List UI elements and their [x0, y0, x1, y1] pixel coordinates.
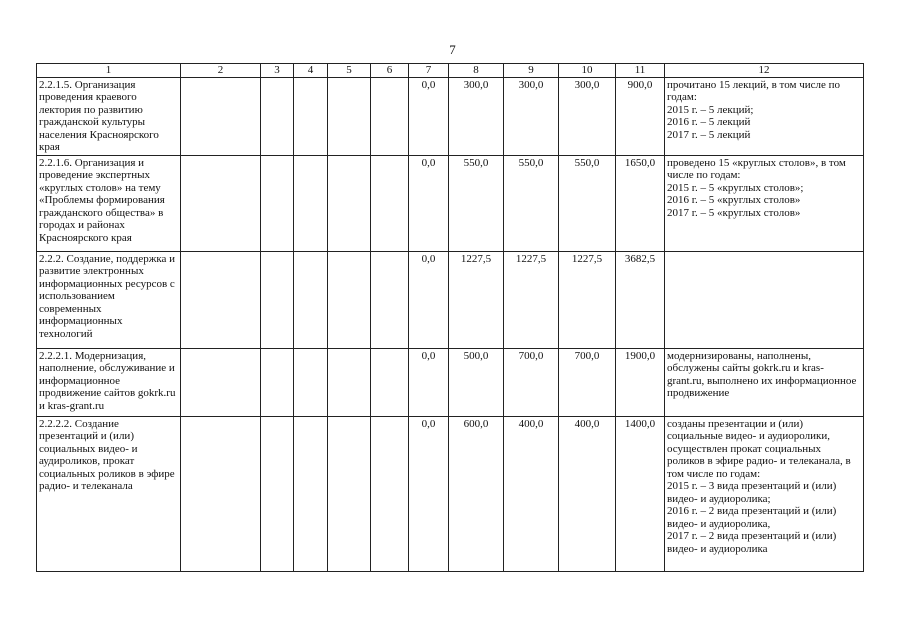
value-cell-c10: 1227,5: [559, 251, 616, 348]
value-cell-c8: 300,0: [449, 77, 504, 155]
measure-name-cell: 2.2.2. Создание, поддержка и развитие электронных информационных ресурсов с использованием современных информационных технологий: [37, 251, 181, 348]
value-cell-c10: 700,0: [559, 348, 616, 416]
empty-cell: [328, 416, 371, 571]
result-cell: созданы презентации и (или) социальные видео- и аудиоролики, осуществлен прокат социальных роликов в эфире радио- и телеканала, в том числе по годам: 2015 г. – 3 вида презентаций и (или) видео- и аудиоролика; 2016 г. – 2 вида презентаций и (или) видео- и аудиоролика, 2017 г. – 2 вида презентаций и (или) видео- и аудиоролика: [665, 416, 864, 571]
empty-cell: [328, 155, 371, 251]
empty-cell: [181, 348, 261, 416]
value-cell-c8: 550,0: [449, 155, 504, 251]
empty-cell: [328, 77, 371, 155]
empty-cell: [294, 155, 328, 251]
column-header: 11: [616, 64, 665, 78]
measure-name-cell: 2.2.1.6. Организация и проведение экспертных «круглых столов» на тему «Проблемы формирования гражданского общества» в городах и районах Красноярского края: [37, 155, 181, 251]
value-cell-c7: 0,0: [409, 155, 449, 251]
value-cell-c10: 550,0: [559, 155, 616, 251]
value-cell-c8: 500,0: [449, 348, 504, 416]
table-row: [37, 251, 864, 348]
empty-cell: [371, 348, 409, 416]
value-cell-c7: 0,0: [409, 77, 449, 155]
value-cell-c7: 0,0: [409, 416, 449, 571]
value-cell-c9: 400,0: [504, 416, 559, 571]
value-cell-c8: 1227,5: [449, 251, 504, 348]
empty-cell: [261, 251, 294, 348]
program-table: [36, 63, 864, 572]
value-cell-c9: 550,0: [504, 155, 559, 251]
measure-name-cell: 2.2.2.2. Создание презентаций и (или) социальных видео- и аудироликов, прокат социальных роликов в эфире радио- и телеканала: [37, 416, 181, 571]
empty-cell: [371, 416, 409, 571]
empty-cell: [328, 251, 371, 348]
column-header: 8: [449, 64, 504, 78]
column-header: 5: [328, 64, 371, 78]
value-cell-c9: 1227,5: [504, 251, 559, 348]
result-cell: проведено 15 «круглых столов», в том числе по годам: 2015 г. – 5 «круглых столов»; 2016 г. – 5 «круглых столов» 2017 г. – 5 «круглых столов»: [665, 155, 864, 251]
column-header: 1: [37, 64, 181, 78]
empty-cell: [261, 348, 294, 416]
value-cell-c9: 700,0: [504, 348, 559, 416]
column-header: 6: [371, 64, 409, 78]
column-header: 2: [181, 64, 261, 78]
empty-cell: [261, 155, 294, 251]
table-row: [37, 348, 864, 416]
empty-cell: [294, 251, 328, 348]
result-cell: модернизированы, наполнены, обслужены сайты gokrk.ru и kras-grant.ru, выполнено их информационное продвижение: [665, 348, 864, 416]
column-header: 7: [409, 64, 449, 78]
table-row: [37, 77, 864, 155]
empty-cell: [371, 155, 409, 251]
empty-cell: [294, 416, 328, 571]
empty-cell: [181, 416, 261, 571]
column-header: 9: [504, 64, 559, 78]
value-cell-c11: 1400,0: [616, 416, 665, 571]
value-cell-c7: 0,0: [409, 251, 449, 348]
result-cell: прочитано 15 лекций, в том числе по годам: 2015 г. – 5 лекций; 2016 г. – 5 лекций 2017 г. – 5 лекций: [665, 77, 864, 155]
empty-cell: [261, 416, 294, 571]
value-cell-c8: 600,0: [449, 416, 504, 571]
value-cell-c7: 0,0: [409, 348, 449, 416]
value-cell-c11: 1900,0: [616, 348, 665, 416]
column-header: 12: [665, 64, 864, 78]
value-cell-c11: 1650,0: [616, 155, 665, 251]
value-cell-c10: 400,0: [559, 416, 616, 571]
empty-cell: [181, 155, 261, 251]
empty-cell: [181, 77, 261, 155]
measure-name-cell: 2.2.2.1. Модернизация, наполнение, обслуживание и информационное продвижение сайтов gokrk.ru и kras-grant.ru: [37, 348, 181, 416]
value-cell-c11: 900,0: [616, 77, 665, 155]
column-header: 10: [559, 64, 616, 78]
table-row: [37, 416, 864, 571]
value-cell-c11: 3682,5: [616, 251, 665, 348]
header-row: [37, 64, 864, 78]
value-cell-c10: 300,0: [559, 77, 616, 155]
page-number: 7: [449, 42, 456, 57]
empty-cell: [328, 348, 371, 416]
empty-cell: [294, 348, 328, 416]
empty-cell: [371, 251, 409, 348]
value-cell-c9: 300,0: [504, 77, 559, 155]
column-header: 3: [261, 64, 294, 78]
measure-name-cell: 2.2.1.5. Организация проведения краевого лектория по развитию гражданской культуры населения Красноярского края: [37, 77, 181, 155]
empty-cell: [371, 77, 409, 155]
empty-cell: [181, 251, 261, 348]
result-cell: [665, 251, 864, 348]
empty-cell: [294, 77, 328, 155]
empty-cell: [261, 77, 294, 155]
column-header: 4: [294, 64, 328, 78]
table-row: [37, 155, 864, 251]
